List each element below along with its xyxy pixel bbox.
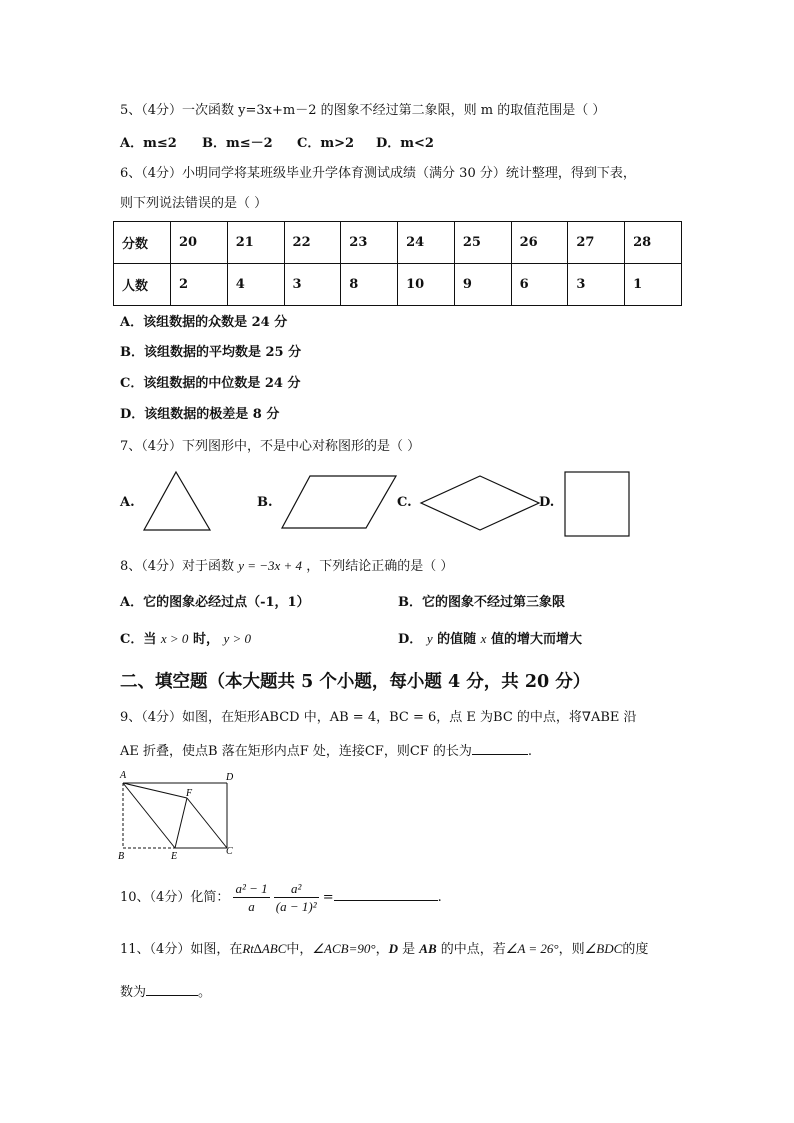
table-cell: 8 [341, 264, 398, 306]
score-row [114, 222, 682, 264]
q8-option-c-condition: x > 0 [160, 631, 189, 646]
table-cell: 10 [398, 264, 455, 306]
count-row [114, 264, 682, 306]
q11-part-g: 的度 [622, 942, 649, 957]
table-header-score: 分数 [114, 222, 171, 264]
q10-expression [120, 878, 442, 918]
q8-option-b[interactable]: B．它的图象不经过第三象限 [398, 595, 565, 610]
q10-frac1-numerator: a² − 1 [235, 881, 268, 896]
q6-stem-line2: 则下列说法错误的是（ ） [120, 196, 268, 211]
q8-option-c-prefix: C．当 [120, 632, 157, 647]
table-cell: 4 [227, 264, 284, 306]
q11-part-a: 11、（4分）如图，在 [120, 942, 243, 957]
q10-answer-blank[interactable] [334, 887, 438, 901]
table-cell: 24 [398, 222, 455, 264]
q5-option-b[interactable]: B．m≤－2 [202, 136, 273, 151]
point-label: E [171, 851, 178, 862]
point-label: B [118, 851, 125, 862]
q11-line2-text: 数为 [120, 985, 147, 1000]
q8-stem [120, 557, 453, 576]
q11-line2 [120, 982, 211, 1002]
q6-option-b[interactable]: B．该组数据的平均数是 25 分 [120, 345, 302, 360]
q7-option-a-label[interactable]: A. [120, 495, 135, 510]
q8-option-d-text1: 的值随 [437, 632, 477, 647]
q10-equals: = [322, 890, 334, 905]
q6-stem-line1: 6、（4分）小明同学将某班级毕业升学体育测试成绩（满分 30 分）统计整理，得到下表， [120, 166, 636, 181]
table-cell: 23 [341, 222, 398, 264]
q8-prefix: 8、（4分）对于函数 [120, 559, 235, 574]
point-label: D [226, 772, 234, 783]
point-label: F [186, 788, 193, 799]
point-label: C [226, 846, 233, 857]
q5-option-c[interactable]: C．m>2 [297, 136, 355, 151]
table-cell: 27 [568, 222, 625, 264]
q9-line2-text: AE 折叠，使点B 落在矩形内点F 处，连接CF，则CF 的长为 [120, 744, 472, 759]
q10-frac1-denominator: a [248, 899, 255, 914]
q11-point-d: D [388, 941, 398, 956]
q11-segment-ab: AB [419, 941, 437, 956]
q11-answer-blank[interactable] [146, 982, 198, 996]
q11-angle-a: ∠A = 26° [505, 941, 559, 956]
q11-line2-end: 。 [198, 985, 212, 1000]
q7-option-b-label[interactable]: B. [257, 495, 273, 510]
q9-answer-blank[interactable] [472, 741, 528, 755]
q6-option-a[interactable]: A．该组数据的众数是 24 分 [120, 315, 288, 330]
q6-option-c[interactable]: C．该组数据的中位数是 24 分 [120, 376, 301, 391]
table-cell: 3 [284, 264, 341, 306]
q11-triangle: Rt∆ABC [242, 941, 287, 956]
q11-part-b: 中， [286, 942, 313, 957]
q10-end: . [437, 890, 442, 905]
section-heading: 二、填空题（本大题共 5 个小题，每小题 4 分，共 20 分） [120, 672, 591, 692]
q7-option-d-label[interactable]: D. [539, 495, 555, 510]
q8-suffix: ，下列结论正确的是（ ） [306, 559, 454, 574]
q11-part-c: ， [375, 942, 389, 957]
table-cell: 22 [284, 222, 341, 264]
q10-fraction-2 [274, 880, 319, 915]
table-cell: 21 [227, 222, 284, 264]
q8-option-a[interactable]: A．它的图象必经过点（-1，1） [120, 595, 310, 610]
q8-option-d-x: x [480, 631, 487, 646]
q10-prefix: 10、（4分）化简： [120, 890, 230, 905]
q11-line1 [120, 940, 648, 959]
q8-option-d-y: y [426, 631, 433, 646]
table-cell: 6 [511, 264, 568, 306]
triangle-figure [140, 470, 212, 532]
square-figure [563, 470, 631, 538]
q11-part-e: 的中点，若 [440, 942, 506, 957]
q8-option-d-text2: 值的增大而增大 [490, 632, 582, 647]
table-cell: 1 [625, 264, 682, 306]
table-cell: 2 [171, 264, 228, 306]
q9-line2-end: . [527, 744, 533, 759]
q5-stem: 5、（4分）一次函数 y=3x+m－2 的图象不经过第二象限，则 m 的取值范围是（ ） [120, 103, 606, 118]
q11-part-d: 是 [402, 942, 416, 957]
table-cell: 28 [625, 222, 682, 264]
point-label: A [120, 770, 127, 781]
q11-angle-acb: ∠ACB=90° [312, 941, 376, 956]
q6-option-d[interactable]: D．该组数据的极差是 8 分 [120, 407, 280, 422]
q5-option-d[interactable]: D．m<2 [376, 136, 434, 151]
q8-function: y = −3x + 4 [238, 558, 303, 573]
rectangle-fold-figure [114, 768, 244, 864]
q8-option-c-result: y > 0 [223, 631, 252, 646]
q8-option-c-mid: 时， [192, 632, 219, 647]
q10-frac2-denominator: (a − 1)² [275, 899, 317, 914]
table-cell: 3 [568, 264, 625, 306]
table-cell: 9 [454, 264, 511, 306]
q11-angle-bdc: ∠BDC [584, 941, 623, 956]
table-cell: 26 [511, 222, 568, 264]
q9-line1: 9、（4分）如图，在矩形ABCD 中，AB = 4，BC = 6，点 E 为BC 的中点，将∇ABE 沿 [120, 710, 637, 725]
q9-line2 [120, 741, 532, 761]
q7-option-c-label[interactable]: C. [397, 495, 412, 510]
parallelogram-figure [280, 474, 398, 530]
q8-option-c[interactable] [120, 630, 251, 649]
q7-stem: 7、（4分）下列图形中，不是中心对称图形的是（ ） [120, 439, 421, 454]
q5-option-a[interactable]: A．m≤2 [120, 136, 177, 151]
score-table [113, 221, 682, 306]
q10-frac2-numerator: a² [274, 880, 319, 898]
table-header-count: 人数 [114, 264, 171, 306]
q8-option-d[interactable] [398, 630, 582, 649]
q8-option-d-label: D． [398, 632, 423, 647]
q10-fraction-1 [233, 880, 269, 915]
q11-part-f: ，则 [558, 942, 585, 957]
table-cell: 20 [171, 222, 228, 264]
table-cell: 25 [454, 222, 511, 264]
rhombus-figure [419, 474, 541, 532]
